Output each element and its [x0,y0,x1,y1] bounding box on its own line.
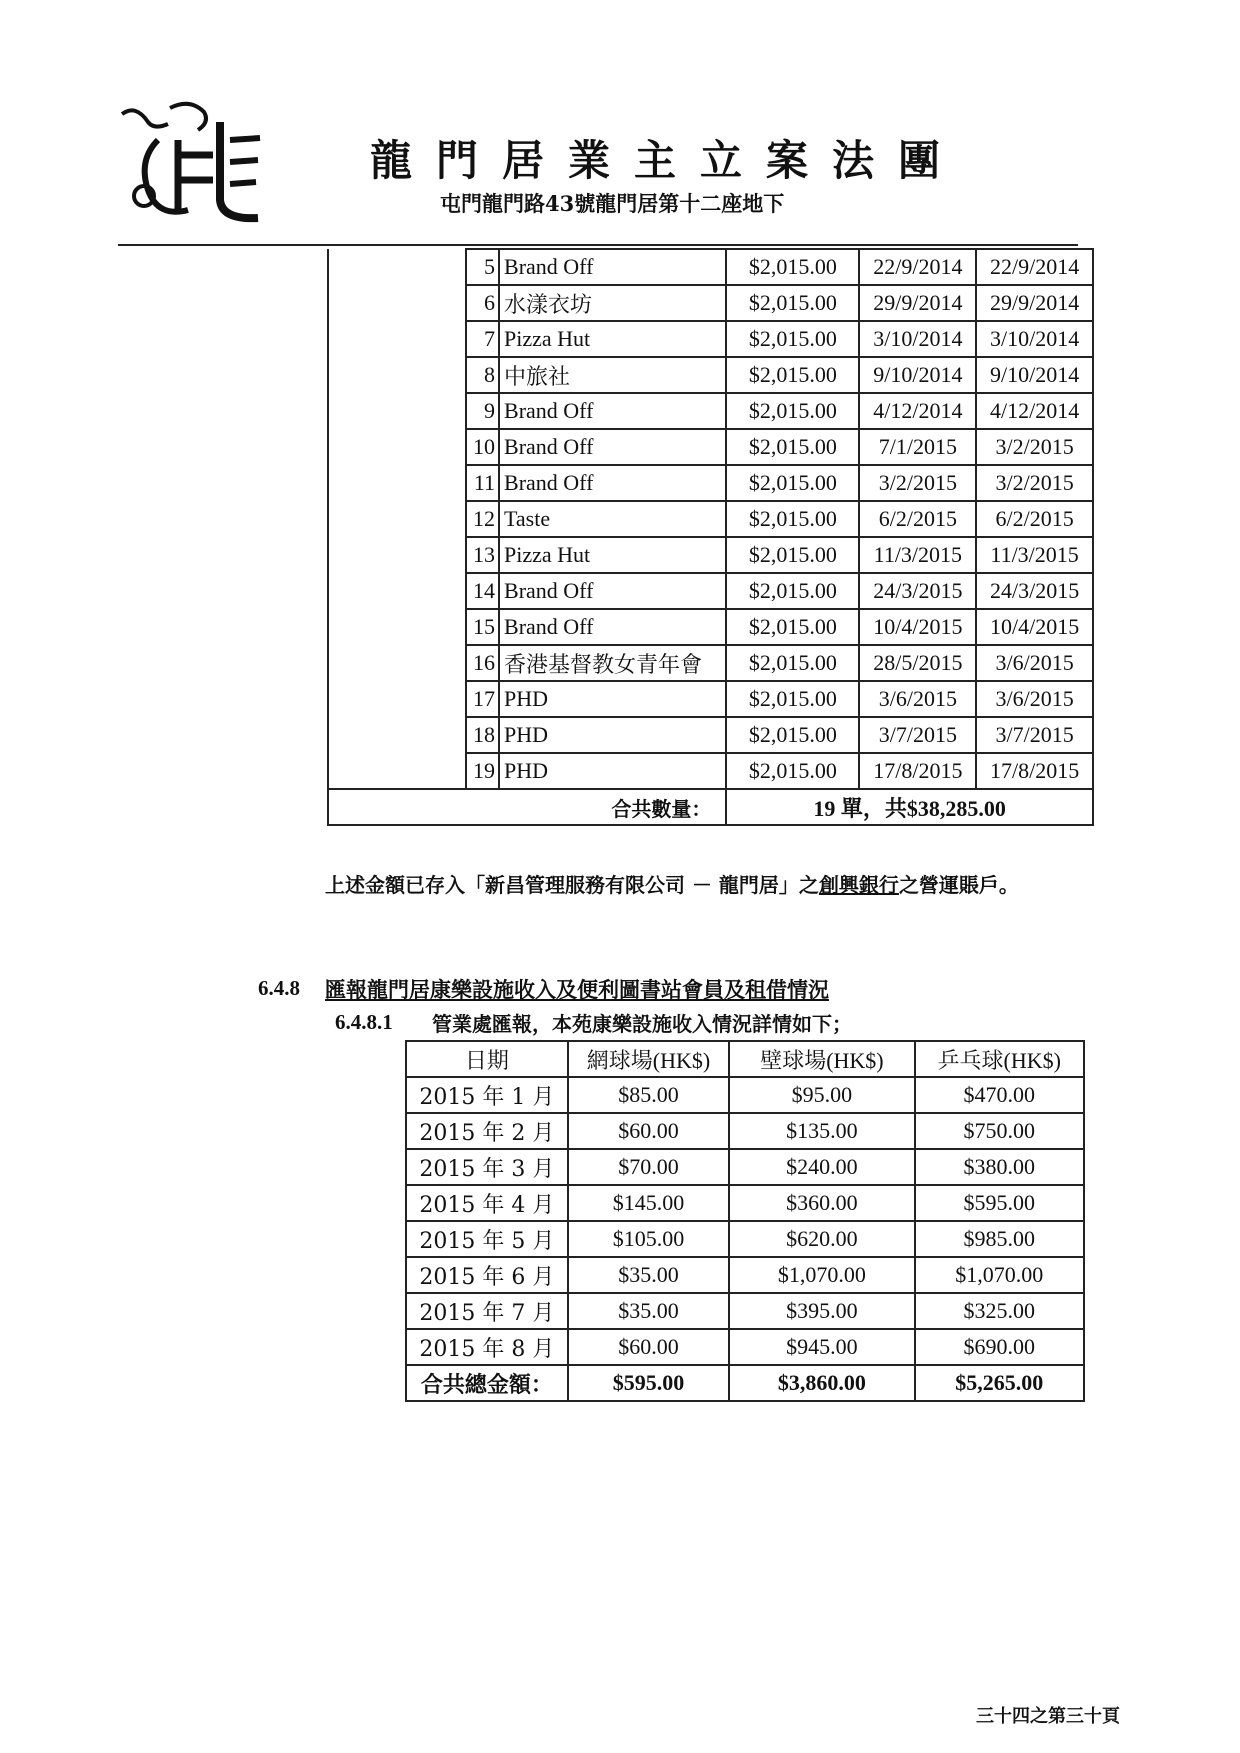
payment-total-label: 合共數量： [328,789,726,825]
pingpong-income: $595.00 [915,1185,1084,1221]
squash-income: $240.00 [729,1149,914,1185]
pingpong-income: $1,070.00 [915,1257,1084,1293]
table-row [406,1113,1084,1149]
squash-income: $395.00 [729,1293,914,1329]
row-number: 17 [466,681,499,717]
date-start: 9/10/2014 [859,357,976,393]
amount: $2,015.00 [726,681,859,717]
tenant-name: Brand Off [499,465,726,501]
squash-income: $135.00 [729,1113,914,1149]
tenant-name: 香港基督教女青年會 [499,645,726,681]
section-number: 6.4.8 [258,976,300,1000]
header-pingpong: 乒乓球(HK$) [915,1041,1084,1077]
deposit-note-end: 之營運賬戶。 [898,873,1019,897]
row-number: 8 [466,357,499,393]
date-end: 6/2/2015 [976,501,1093,537]
tennis-income: $35.00 [568,1293,730,1329]
date-start: 11/3/2015 [859,537,976,573]
date-start: 29/9/2014 [859,285,976,321]
date-start: 28/5/2015 [859,645,976,681]
tennis-income: $60.00 [568,1113,730,1149]
row-number: 11 [466,465,499,501]
date-start: 3/7/2015 [859,717,976,753]
payment-table [327,248,1094,826]
date-start: 7/1/2015 [859,429,976,465]
header-divider [118,244,1078,246]
date-end: 3/10/2014 [976,321,1093,357]
amount: $2,015.00 [726,609,859,645]
table-row [328,249,1093,285]
amount: $2,015.00 [726,753,859,789]
date-end: 4/12/2014 [976,393,1093,429]
amount: $2,015.00 [726,717,859,753]
date-end: 3/2/2015 [976,429,1093,465]
amount: $2,015.00 [726,249,859,285]
date-start: 24/3/2015 [859,573,976,609]
tenant-name: PHD [499,717,726,753]
table-row [406,1257,1084,1293]
organization-address: 屯門龍門路43號龍門居第十二座地下 [440,191,785,216]
date-end: 29/9/2014 [976,285,1093,321]
row-number: 18 [466,717,499,753]
header-date: 日期 [406,1041,568,1077]
organization-name: 龍門居業主立案法團 [370,136,965,185]
date-end: 24/3/2015 [976,573,1093,609]
squash-income: $620.00 [729,1221,914,1257]
squash-income: $360.00 [729,1185,914,1221]
tenant-name: Brand Off [499,609,726,645]
income-total-pingpong: $5,265.00 [915,1365,1084,1401]
payment-total-value: 19 單，共$38,285.00 [726,789,1093,825]
date-start: 3/10/2014 [859,321,976,357]
income-header-row [406,1041,1084,1077]
row-number: 15 [466,609,499,645]
amount: $2,015.00 [726,429,859,465]
month: 2015 年 8 月 [406,1329,568,1365]
amount: $2,015.00 [726,321,859,357]
tenant-name: Pizza Hut [499,321,726,357]
amount: $2,015.00 [726,285,859,321]
date-end: 10/4/2015 [976,609,1093,645]
row-number: 19 [466,753,499,789]
squash-income: $945.00 [729,1329,914,1365]
month: 2015 年 2 月 [406,1113,568,1149]
tennis-income: $145.00 [568,1185,730,1221]
row-number: 16 [466,645,499,681]
amount: $2,015.00 [726,501,859,537]
tenant-name: 中旅社 [499,357,726,393]
amount: $2,015.00 [726,573,859,609]
subsection-number: 6.4.8.1 [335,1010,393,1034]
amount: $2,015.00 [726,357,859,393]
payment-total-row [328,789,1093,825]
tennis-income: $35.00 [568,1257,730,1293]
income-total-row [406,1365,1084,1401]
pingpong-income: $470.00 [915,1077,1084,1113]
section-title: 匯報龍門居康樂設施收入及便利圖書站會員及租借情況 [325,977,829,1002]
date-start: 3/6/2015 [859,681,976,717]
date-start: 4/12/2014 [859,393,976,429]
date-start: 17/8/2015 [859,753,976,789]
deposit-note-text: 上述金額已存入「新昌管理服務有限公司 － 龍門居」之 [325,873,819,897]
table-row [406,1149,1084,1185]
row-number: 6 [466,285,499,321]
tennis-income: $105.00 [568,1221,730,1257]
table-row [406,1185,1084,1221]
row-number: 7 [466,321,499,357]
date-end: 17/8/2015 [976,753,1093,789]
income-total-squash: $3,860.00 [729,1365,914,1401]
table-row [406,1329,1084,1365]
tenant-name: Brand Off [499,573,726,609]
tenant-name: PHD [499,753,726,789]
month: 2015 年 1 月 [406,1077,568,1113]
month: 2015 年 4 月 [406,1185,568,1221]
subsection-text: 管業處匯報，本苑康樂設施收入情況詳情如下； [432,1012,852,1036]
pingpong-income: $325.00 [915,1293,1084,1329]
header-squash: 壁球場(HK$) [729,1041,914,1077]
table-row [406,1077,1084,1113]
month: 2015 年 5 月 [406,1221,568,1257]
date-end: 3/2/2015 [976,465,1093,501]
tenant-name: Pizza Hut [499,537,726,573]
amount: $2,015.00 [726,537,859,573]
amount: $2,015.00 [726,393,859,429]
income-total-label: 合共總金額： [406,1365,568,1401]
blank-cell [328,249,466,789]
income-table [405,1040,1085,1402]
pingpong-income: $985.00 [915,1221,1084,1257]
tenant-name: Brand Off [499,393,726,429]
month: 2015 年 6 月 [406,1257,568,1293]
row-number: 13 [466,537,499,573]
tenant-name: PHD [499,681,726,717]
dragon-logo-icon [118,100,278,225]
date-start: 10/4/2015 [859,609,976,645]
bank-name: 創興銀行 [818,873,899,897]
date-end: 9/10/2014 [976,357,1093,393]
row-number: 12 [466,501,499,537]
pingpong-income: $690.00 [915,1329,1084,1365]
date-start: 3/2/2015 [859,465,976,501]
row-number: 5 [466,249,499,285]
date-end: 22/9/2014 [976,249,1093,285]
table-row [406,1293,1084,1329]
tenant-name: Brand Off [499,249,726,285]
row-number: 14 [466,573,499,609]
pingpong-income: $380.00 [915,1149,1084,1185]
month: 2015 年 7 月 [406,1293,568,1329]
page-number: 三十四之第三十頁 [976,1706,1120,1727]
date-end: 3/6/2015 [976,681,1093,717]
tenant-name: 水漾衣坊 [499,285,726,321]
date-end: 3/7/2015 [976,717,1093,753]
row-number: 9 [466,393,499,429]
income-total-tennis: $595.00 [568,1365,730,1401]
date-end: 3/6/2015 [976,645,1093,681]
date-start: 22/9/2014 [859,249,976,285]
pingpong-income: $750.00 [915,1113,1084,1149]
tennis-income: $60.00 [568,1329,730,1365]
header-tennis: 網球場(HK$) [568,1041,730,1077]
tennis-income: $70.00 [568,1149,730,1185]
date-end: 11/3/2015 [976,537,1093,573]
tennis-income: $85.00 [568,1077,730,1113]
tenant-name: Brand Off [499,429,726,465]
squash-income: $95.00 [729,1077,914,1113]
amount: $2,015.00 [726,465,859,501]
amount: $2,015.00 [726,645,859,681]
date-start: 6/2/2015 [859,501,976,537]
table-row [406,1221,1084,1257]
deposit-note [325,866,1095,904]
tenant-name: Taste [499,501,726,537]
month: 2015 年 3 月 [406,1149,568,1185]
row-number: 10 [466,429,499,465]
squash-income: $1,070.00 [729,1257,914,1293]
